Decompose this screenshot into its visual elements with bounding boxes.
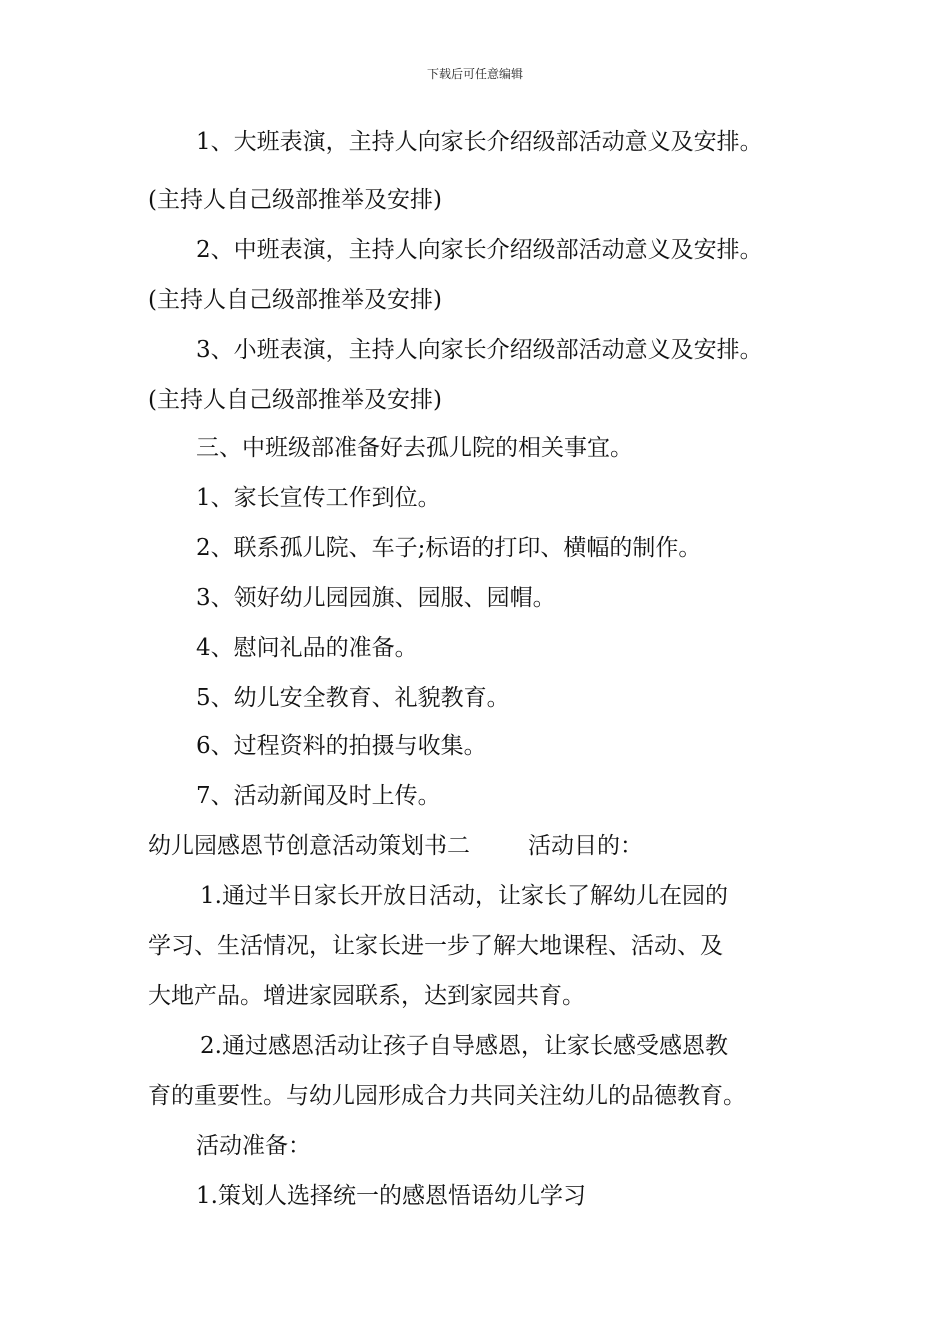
paragraph-line: (主持人自己级部推举及安排) xyxy=(148,387,442,413)
section-subheading: 活动目的： xyxy=(528,833,643,859)
paragraph-line: 7、活动新闻及时上传。 xyxy=(196,783,441,809)
paragraph-line: 1、大班表演，主持人向家长介绍级部活动意义及安排。 xyxy=(196,129,763,155)
paragraph-line: 育的重要性。与幼儿园形成合力共同关注幼儿的品德教育。 xyxy=(148,1083,746,1109)
paragraph-line: 5、幼儿安全教育、礼貌教育。 xyxy=(196,685,510,711)
paragraph-line: 活动准备： xyxy=(196,1133,311,1159)
paragraph-line: 2、联系孤儿院、车子;标语的打印、横幅的制作。 xyxy=(196,535,702,561)
paragraph-line: 学习、生活情况，让家长进一步了解大地课程、活动、及 xyxy=(148,933,723,959)
paragraph-line: 3、领好幼儿园园旗、园服、园帽。 xyxy=(196,585,556,611)
paragraph-line: (主持人自己级部推举及安排) xyxy=(148,287,442,313)
paragraph-line: 3、小班表演，主持人向家长介绍级部活动意义及安排。 xyxy=(196,337,763,363)
paragraph-line: (主持人自己级部推举及安排) xyxy=(148,187,442,213)
paragraph-line: 2、中班表演，主持人向家长介绍级部活动意义及安排。 xyxy=(196,237,763,263)
paragraph-line: 三、中班级部准备好去孤儿院的相关事宜。 xyxy=(196,435,633,461)
paragraph-line: 1.策划人选择统一的感恩悟语幼儿学习 xyxy=(196,1183,586,1209)
paragraph-line: 1.通过半日家长开放日活动，让家长了解幼儿在园的 xyxy=(200,883,728,909)
paragraph-line: 大地产品。增进家园联系，达到家园共育。 xyxy=(148,983,585,1009)
paragraph-line: 1、家长宣传工作到位。 xyxy=(196,485,441,511)
paragraph-line: 2.通过感恩活动让孩子自导感恩，让家长感受感恩教 xyxy=(200,1033,728,1059)
page-header: 下载后可任意编辑 xyxy=(426,67,523,81)
section-title-text: 幼儿园感恩节创意活动策划书二 xyxy=(148,833,470,859)
paragraph-line: 4、慰问礼品的准备。 xyxy=(196,635,418,661)
paragraph-line: 6、过程资料的拍摄与收集。 xyxy=(196,733,487,759)
section-title xyxy=(148,829,643,863)
